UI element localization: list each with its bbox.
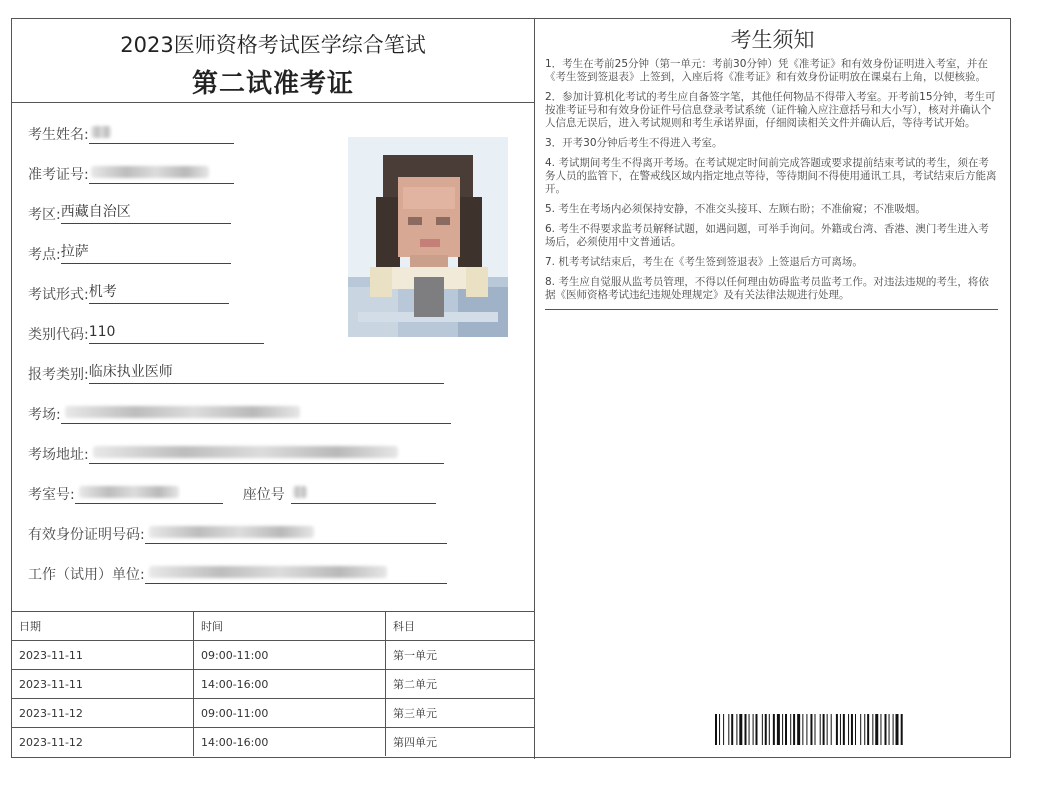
table-header-row	[12, 612, 534, 641]
barcode	[715, 714, 1007, 745]
field-name	[28, 123, 234, 144]
header-time: 时间	[194, 612, 386, 641]
barcode-bar	[901, 714, 903, 745]
field-format	[28, 283, 229, 304]
field-category-code	[28, 323, 264, 344]
barcode-bar	[893, 714, 894, 745]
redacted-id	[149, 526, 314, 538]
redacted-admission-no	[91, 166, 209, 178]
field-employer	[28, 563, 447, 584]
barcode-bar	[773, 714, 775, 745]
category-code-label: 类别代码:	[28, 327, 89, 343]
barcode-bar	[806, 714, 807, 745]
exam-type-value: 临床执业医师	[89, 363, 444, 384]
table-row	[12, 699, 534, 728]
notice-item: 5. 考生在考场内必须保持安静，不准交头接耳、左顾右盼；不准偷窥；不准吸烟。	[545, 203, 926, 215]
ticket-title: 第二试准考证	[191, 69, 354, 99]
candidate-photo	[348, 137, 508, 337]
name-value	[89, 123, 234, 144]
field-site	[28, 243, 231, 264]
barcode-bar	[885, 714, 887, 745]
barcode-bar	[823, 714, 825, 745]
room-value	[75, 483, 223, 504]
table-row	[12, 670, 534, 699]
header-date: 日期	[12, 612, 194, 641]
barcode-bar	[793, 714, 795, 745]
redacted-name	[91, 126, 111, 138]
site-label: 考点:	[28, 247, 61, 263]
barcode-bar	[749, 714, 750, 745]
exam-title: 2023医师资格考试医学综合笔试	[120, 33, 426, 57]
notice-item: 2．参加计算机化考试的考生应自备签字笔，其他任何物品不得带入考室。开考前15分钟，考生可按准考证号和有效身份证件号信息登录考试系统（证件输入应注意括号和大小写），核对并确认个人信息无误后，进入考试规则和考生承诺界面，仔细阅读相关文件并确认后，等待考试开始。	[545, 91, 996, 129]
barcode-bar	[848, 714, 849, 745]
notice-divider	[545, 309, 998, 310]
notice-item: 4. 考试期间考生不得离开考场。在考试规定时间前完成答题或要求提前结束考试的考生，须在考务人员的监管下，在警戒线区域内指定地点等待，等待期间不得使用通讯工具，考试结束后方能离开。	[545, 157, 997, 195]
barcode-bar	[889, 714, 890, 745]
format-label: 考试形式:	[28, 287, 89, 303]
row-subject: 第四单元	[386, 728, 535, 757]
site-value: 拉萨	[61, 243, 231, 264]
barcode-bar	[745, 714, 747, 745]
row-time: 09:00-11:00	[194, 699, 386, 728]
barcode-bar	[843, 714, 845, 745]
barcode-bar	[731, 714, 733, 745]
barcode-bar	[769, 714, 770, 745]
barcode-bar	[872, 714, 873, 745]
admission-no-label: 准考证号:	[28, 167, 89, 183]
notice-item: 6. 考生不得要求监考员解释试题，如遇问题，可举手询问。外籍或台湾、香港、澳门考生进入考场后，必须使用中文普通话。	[545, 223, 989, 248]
notice-panel	[535, 19, 1010, 756]
field-admission-no	[28, 163, 234, 184]
pixelated-portrait	[348, 137, 508, 337]
barcode-bar	[790, 714, 791, 745]
barcode-bar	[820, 714, 821, 745]
barcode-bar	[765, 714, 767, 745]
header-subject: 科目	[386, 612, 535, 641]
barcode-bar	[867, 714, 869, 745]
table-row	[12, 641, 534, 670]
field-venue	[28, 403, 451, 424]
barcode-bar	[815, 714, 816, 745]
seat-value	[291, 483, 436, 504]
employer-value	[145, 563, 447, 584]
field-region	[28, 203, 231, 224]
barcode-bar	[762, 714, 763, 745]
category-code-value: 110	[89, 323, 264, 344]
barcode-bar	[797, 714, 800, 745]
redacted-employer	[149, 566, 387, 578]
barcode-bar	[840, 714, 841, 745]
notice-item: 1．考生在考前25分钟（第一单元：考前30分钟）凭《准考证》和有效身份证明进入考室，并在《考生签到签退表》上签到，入座后将《准考证》和有效身份证明放在课桌右上角，以便核验。	[545, 58, 988, 83]
id-label: 有效身份证明号码:	[28, 527, 145, 543]
barcode-bar	[715, 714, 717, 745]
admission-ticket	[11, 18, 1011, 758]
barcode-bar	[864, 714, 865, 745]
redacted-seat	[293, 486, 307, 498]
barcode-bar	[860, 714, 861, 745]
venue-value	[61, 403, 451, 424]
redacted-venue-address	[93, 446, 398, 458]
barcode-bar	[739, 714, 742, 745]
barcode-bar	[827, 714, 828, 745]
ticket-left-panel	[12, 19, 535, 759]
id-value	[145, 523, 447, 544]
row-subject: 第一单元	[386, 641, 535, 670]
employer-label: 工作（试用）单位:	[28, 567, 145, 583]
name-label: 考生姓名:	[28, 127, 89, 143]
row-time: 09:00-11:00	[194, 641, 386, 670]
barcode-bar	[723, 714, 724, 745]
barcode-bar	[802, 714, 803, 745]
row-subject: 第三单元	[386, 699, 535, 728]
exam-schedule-table	[12, 611, 534, 756]
barcode-bar	[753, 714, 754, 745]
notice-item: 8. 考生应自觉服从监考员管理，不得以任何理由妨碍监考员监考工作。对违法违规的考生，将依据《医师资格考试违纪违规处理规定》及有关法律法规进行处理。	[545, 276, 989, 301]
seat-label: 座位号	[242, 487, 285, 503]
field-id	[28, 523, 447, 544]
notice-item: 3．开考30分钟后考生不得进入考室。	[545, 137, 723, 149]
field-room	[28, 483, 436, 504]
ticket-header	[12, 19, 534, 103]
room-label: 考室号:	[28, 487, 75, 503]
field-exam-type	[28, 363, 444, 384]
row-date: 2023-11-12	[12, 728, 194, 757]
barcode-bar	[810, 714, 812, 745]
row-time: 14:00-16:00	[194, 728, 386, 757]
barcode-bar	[836, 714, 838, 745]
table-row	[12, 728, 534, 757]
barcode-bar	[782, 714, 783, 745]
barcode-bar	[875, 714, 878, 745]
venue-address-value	[89, 443, 444, 464]
notice-item: 7. 机考考试结束后，考生在《考生签到签退表》上签退后方可离场。	[545, 256, 863, 268]
barcode-bar	[785, 714, 787, 745]
field-venue-address	[28, 443, 444, 464]
barcode-bar	[831, 714, 832, 745]
barcode-bar	[719, 714, 720, 745]
region-label: 考区:	[28, 207, 61, 223]
barcode-bar	[756, 714, 758, 745]
redacted-venue	[65, 406, 300, 418]
barcode-bar	[855, 714, 856, 745]
row-date: 2023-11-11	[12, 670, 194, 699]
barcode-bar	[736, 714, 737, 745]
row-subject: 第二单元	[386, 670, 535, 699]
admission-no-value	[89, 163, 234, 184]
venue-label: 考场:	[28, 407, 61, 423]
barcode-bar	[851, 714, 853, 745]
row-time: 14:00-16:00	[194, 670, 386, 699]
venue-address-label: 考场地址:	[28, 447, 89, 463]
exam-type-label: 报考类别:	[28, 367, 89, 383]
barcode-bar	[777, 714, 780, 745]
notice-list	[535, 58, 1010, 302]
barcode-bar	[728, 714, 729, 745]
barcode-bar	[896, 714, 899, 745]
row-date: 2023-11-11	[12, 641, 194, 670]
barcode-bar	[880, 714, 881, 745]
row-date: 2023-11-12	[12, 699, 194, 728]
notice-title: 考生须知	[730, 28, 815, 52]
format-value: 机考	[89, 283, 229, 304]
region-value: 西藏自治区	[61, 203, 231, 224]
redacted-room	[79, 486, 179, 498]
